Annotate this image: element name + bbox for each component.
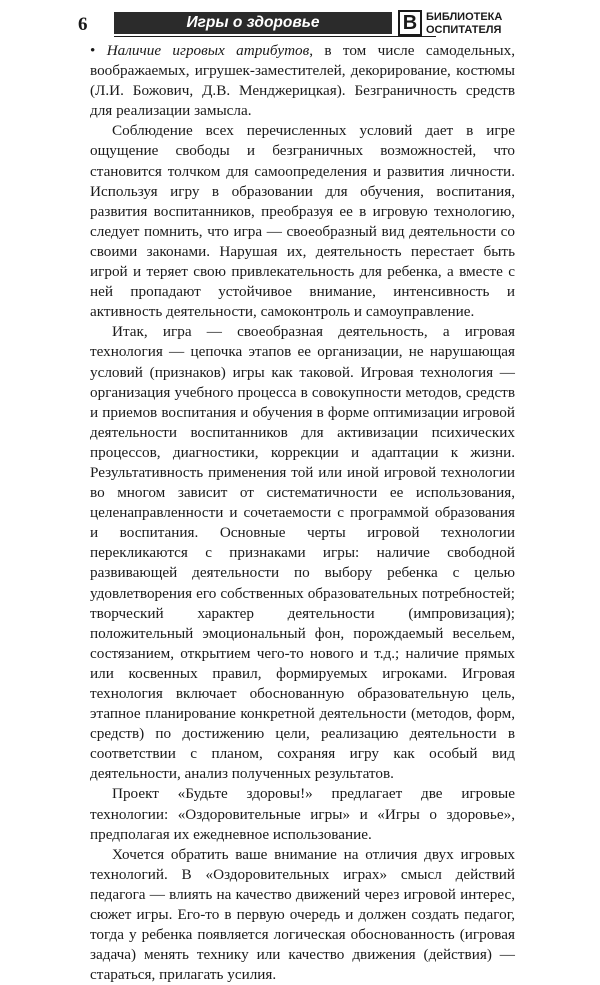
header-rule <box>114 36 436 37</box>
chapter-title-banner: Игры о здоровье <box>114 12 392 34</box>
body-text <box>90 41 515 985</box>
logo-line-2: ОСПИТАТЕЛЯ <box>426 23 502 36</box>
logo-text <box>426 11 576 36</box>
paragraph-4: Проект «Будьте здоровы!» предлагает две игровые технологии: «Оздоровительные игры» и «Игры о здоровье», предполагая их ежедневное использование. <box>90 785 515 843</box>
series-logo <box>398 10 576 38</box>
bullet-italic-term: Наличие игровых атрибутов <box>106 42 310 59</box>
paragraph-bullet <box>90 41 515 121</box>
paragraph-5: Хочется обратить ваше внимание на отличия двух игровых технологий. В «Оздоровительных играх» смысл действий педагога — влиять на качество движений через игровой интерес, сюжет игры. Его-то в первую очередь и должен создать педагог, тогда у ребенка появляется логическая обоснованность (игровая задача) менять технику или качество движения (действия) — стараться, прилагать усилия. <box>90 845 515 984</box>
logo-letter-icon: В <box>398 10 422 36</box>
logo-line-1: БИБЛИОТЕКА <box>426 11 503 23</box>
paragraph-3: Итак, игра — своеобразная деятельность, а игровая технология — цепочка этапов ее организации, не нарушающая условий (признаков) игры как таковой. Игровая технология — организация учебного процесса в совокупности методов, средств и приемов воспитания и обучения в форме оптимизации игровой деятельности воспитанников для активизации психических процессов, диагностики, коррекции и адаптации к жизни. Результативность применения той или иной игровой технологии во многом зависит от систематичности ее использования, целенаправленности и сочетаемости с программой образования и воспитания. Основные черты игровой технологии перекликаются с признаками игры: наличие свободной развивающей деятельности по выбору ребенка с целью удовлетворения его собственных образовательных потребностей; творческий характер деятельности (импровизация); положительный эмоциональный фон, порождаемый весельем, состязанием, открытием чего-то нового и т.д.; наличие прямых или косвенных правил, формируемых игроками. Игровая технология включает обоснованную образовательную цель, этапное планирование конкретной деятельности (методов, форм, средств) по достижению цели, реализацию деятельности в соответствии с планом, сохраняя игру как особый вид деятельности, анализ полученных результатов. <box>90 323 515 783</box>
page-number: 6 <box>78 14 88 35</box>
paragraph-2: Соблюдение всех перечисленных условий дает в игре ощущение свободы и безграничных возможностей, что становится толчком для самоопределения и развития личности. Используя игру в образовании для обучения, воспитания, развития воспитанников, преобразуя ее в игровую технологию, следует помнить, что игра — своеобразный вид деятельности со своими законами. Нарушая их, деятельность перестает быть игрой и теряет свою привлекательность для ребенка, а вместе с ней пропадают устойчивое внимание, интенсивность и активность деятельности, самоконтроль и самоуправление. <box>90 122 515 321</box>
bullet-text: , в том числе самодельных, воображаемых, игрушек-заместителей, декорирование, костюмы (Л.И. Божович, Д.В. Менджерицкая). Безграничность средств для реализации замысла. <box>90 42 515 120</box>
bullet-marker: • <box>90 42 107 59</box>
